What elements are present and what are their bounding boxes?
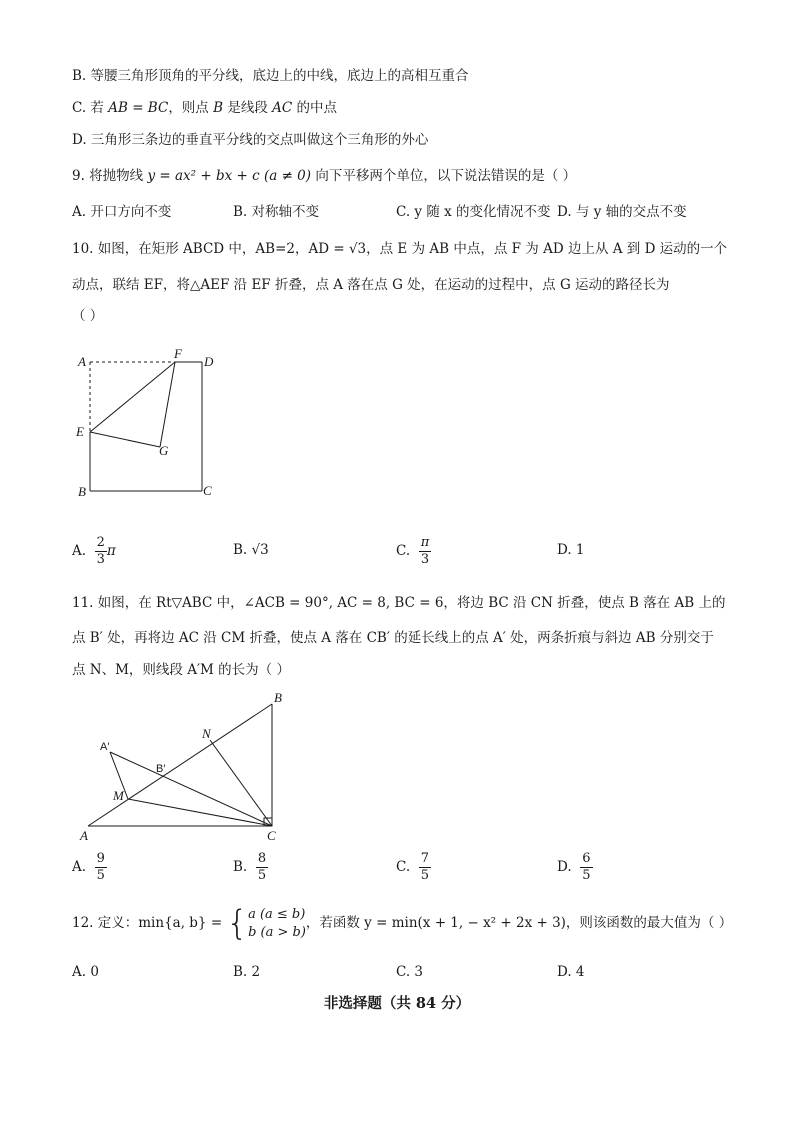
q10-label-d: D [204, 354, 214, 369]
q9-option-d: D. 与 y 轴的交点不变 [557, 204, 687, 220]
q11-crease-cm [128, 799, 272, 826]
q8-option-b: B. 等腰三角形顶角的平分线，底边上的中线，底边上的高相互重合 [72, 68, 469, 84]
q11-option-a: A. $\frac{9}{5}$ [72, 851, 105, 883]
q11-label-a-prime: A′ [100, 741, 110, 753]
q8-option-d: D. 三角形三条边的垂直平分线的交点叫做这个三角形的外心 [72, 132, 429, 148]
q10-option-b: B. √3 [233, 542, 269, 558]
q12-option-a: A. 0 [72, 964, 99, 980]
q10-option-a: A. $\frac{2}{3}$ π [72, 535, 116, 567]
q10-option-c: C. $\frac{\pi}{3}$ [396, 535, 430, 567]
q10-answer-paren: （ ） [72, 308, 104, 324]
q11-label-n: N [202, 726, 211, 741]
q11-crease-cn [210, 740, 272, 826]
q10-label-g: G [159, 443, 169, 458]
q10-stem-line2: 动点，联结 EF，将△AEF 沿 EF 折叠，点 A 落在点 G 处，在运动的过程中，点 G 运动的路径长为 [72, 277, 670, 293]
q11-label-a: A [80, 828, 88, 843]
q11-stem-line3: 点 N、M，则线段 A′M 的长为（ ） [72, 662, 290, 678]
section-heading: 非选择题（共 84 分） [323, 995, 471, 1012]
q10-label-c: C [203, 483, 212, 498]
q10-label-b: B [78, 484, 86, 499]
q11-option-b: B. $\frac{8}{5}$ [233, 851, 267, 883]
q10-option-d: D. 1 [557, 542, 585, 558]
q10-stem-line1: 10. 如图，在矩形 ABCD 中，AB=2，AD = √3，点 E 为 AB 中点，点 F 为 AD 边上从 A 到 D 运动的一个 [72, 241, 728, 257]
q10-label-e: E [76, 424, 84, 439]
q9-option-a: A. 开口方向不变 [72, 204, 172, 220]
q11-line-ca1 [110, 752, 272, 826]
q8-option-c: C. 若 AB = BC，则点 B 是线段 AC 的中点 [72, 100, 338, 116]
q11-label-b: B [274, 690, 282, 705]
q12-brace: { [226, 903, 249, 944]
q11-label-m: M [113, 788, 124, 803]
q12-option-b: B. 2 [233, 964, 261, 980]
q11-option-c: C. $\frac{7}{5}$ [396, 851, 430, 883]
q12-option-d: D. 4 [557, 964, 585, 980]
q9-stem: 9. 将抛物线 y = ax² + bx + c (a ≠ 0) 向下平移两个单位，以下说法错误的是（ ） [72, 168, 577, 184]
q11-option-d: D. $\frac{6}{5}$ [557, 851, 591, 883]
q11-label-b-prime: B′ [156, 763, 166, 775]
q12-option-c: C. 3 [396, 964, 424, 980]
q11-label-c: C [267, 828, 276, 843]
q11-hypotenuse-ab [88, 704, 272, 826]
q12-stem: 12. 定义：min{a, b} = { a (a ≤ b) b (a > b) ，若函数 y = min(x + 1, − x² + 2x + 3)，则该函数的最大值为（ ） [72, 903, 733, 944]
q11-stem-line2: 点 B′ 处，再将边 AC 沿 CM 折叠，使点 A 落在 CB′ 的延长线上的点 A′ 处，两条折痕与斜边 AB 分别交于 [72, 630, 714, 646]
q12-cases: a (a ≤ b) b (a > b) [248, 906, 306, 940]
q9-option-b: B. 对称轴不变 [233, 204, 320, 220]
q9-option-c: C. y 随 x 的变化情况不变 [396, 204, 551, 220]
q11-stem-line1: 11. 如图，在 Rt▽ABC 中，∠ACB = 90°, AC = 8, BC = 6，将边 BC 沿 CN 折叠，使点 B 落在 AB 上的 [72, 595, 726, 611]
q10-label-a: A [78, 354, 86, 369]
q10-label-f: F [174, 346, 182, 361]
